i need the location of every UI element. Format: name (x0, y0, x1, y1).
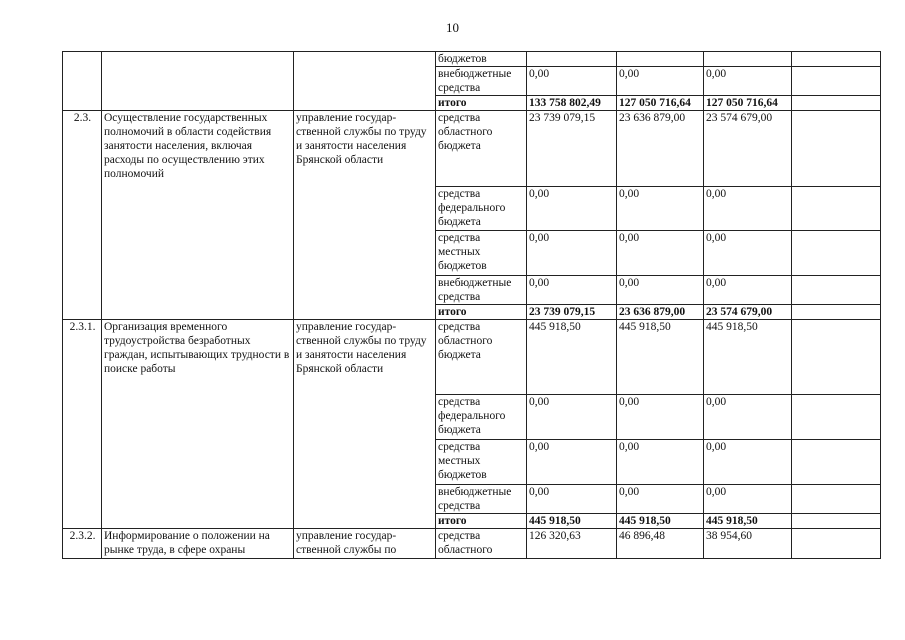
amount-year-2-cell: 0,00 (617, 231, 704, 276)
empty-cell (792, 96, 881, 111)
funding-source-cell: внебюджетные средства (436, 276, 527, 305)
table-row (63, 529, 881, 559)
amount-year-2-cell: 127 050 716,64 (617, 96, 704, 111)
amount-year-1-cell (527, 52, 617, 67)
item-number-cell (63, 52, 102, 111)
funding-source-cell: средства местных бюджетов (436, 231, 527, 276)
empty-cell (792, 485, 881, 514)
table-row (63, 52, 881, 67)
empty-cell (792, 514, 881, 529)
amount-year-3-cell: 23 574 679,00 (704, 111, 792, 187)
funding-source-cell: бюджетов (436, 52, 527, 67)
amount-year-3-cell: 0,00 (704, 485, 792, 514)
amount-year-2-cell: 0,00 (617, 187, 704, 231)
amount-year-2-cell (617, 52, 704, 67)
empty-cell (792, 111, 881, 187)
amount-year-3-cell: 0,00 (704, 231, 792, 276)
amount-year-3-cell: 23 574 679,00 (704, 305, 792, 320)
executor-cell: управление государ-ственной службы по (294, 529, 436, 559)
amount-year-3-cell: 0,00 (704, 67, 792, 96)
amount-year-2-cell: 0,00 (617, 276, 704, 305)
amount-year-3-cell: 0,00 (704, 187, 792, 231)
amount-year-1-cell: 0,00 (527, 440, 617, 485)
amount-year-2-cell: 23 636 879,00 (617, 305, 704, 320)
table-body (63, 52, 881, 559)
empty-cell (792, 395, 881, 440)
empty-cell (792, 67, 881, 96)
table-row (63, 320, 881, 395)
empty-cell (792, 529, 881, 559)
empty-cell (792, 305, 881, 320)
amount-year-2-cell: 0,00 (617, 485, 704, 514)
amount-year-3-cell: 0,00 (704, 440, 792, 485)
amount-year-2-cell: 445 918,50 (617, 514, 704, 529)
funding-source-cell: средства федерального бюджета (436, 395, 527, 440)
amount-year-3-cell: 445 918,50 (704, 514, 792, 529)
budget-table (62, 51, 881, 559)
amount-year-2-cell: 23 636 879,00 (617, 111, 704, 187)
empty-cell (792, 187, 881, 231)
total-label-cell: итого (436, 96, 527, 111)
item-number-cell: 2.3.2. (63, 529, 102, 559)
amount-year-1-cell: 0,00 (527, 485, 617, 514)
funding-source-cell: средства областного (436, 529, 527, 559)
funding-source-cell: средства местных бюджетов (436, 440, 527, 485)
executor-cell: управление государ-ственной службы по труду и занятости населения Брянской области (294, 111, 436, 320)
amount-year-2-cell: 445 918,50 (617, 320, 704, 395)
funding-source-cell: средства областного бюджета (436, 320, 527, 395)
amount-year-1-cell: 445 918,50 (527, 320, 617, 395)
item-number-cell: 2.3.1. (63, 320, 102, 529)
amount-year-3-cell: 0,00 (704, 276, 792, 305)
amount-year-1-cell: 23 739 079,15 (527, 111, 617, 187)
empty-cell (792, 231, 881, 276)
amount-year-1-cell: 133 758 802,49 (527, 96, 617, 111)
amount-year-1-cell: 0,00 (527, 67, 617, 96)
executor-cell: управление государ-ственной службы по труду и занятости населения Брянской области (294, 320, 436, 529)
empty-cell (792, 52, 881, 67)
amount-year-1-cell: 0,00 (527, 231, 617, 276)
amount-year-2-cell: 0,00 (617, 395, 704, 440)
amount-year-3-cell: 445 918,50 (704, 320, 792, 395)
funding-source-cell: средства областного бюджета (436, 111, 527, 187)
table-row (63, 111, 881, 187)
empty-cell (792, 440, 881, 485)
funding-source-cell: внебюджетные средства (436, 67, 527, 96)
amount-year-1-cell: 445 918,50 (527, 514, 617, 529)
amount-year-1-cell: 0,00 (527, 187, 617, 231)
amount-year-1-cell: 126 320,63 (527, 529, 617, 559)
funding-source-cell: средства федерального бюджета (436, 187, 527, 231)
item-number-cell: 2.3. (63, 111, 102, 320)
total-label-cell: итого (436, 514, 527, 529)
amount-year-2-cell: 0,00 (617, 67, 704, 96)
amount-year-1-cell: 23 739 079,15 (527, 305, 617, 320)
event-name-cell: Организация временного трудоустройства безработных граждан, испытывающих трудности в поиске работы (102, 320, 294, 529)
amount-year-1-cell: 0,00 (527, 276, 617, 305)
amount-year-2-cell: 46 896,48 (617, 529, 704, 559)
event-name-cell: Информирование о положении на рынке труда, в сфере охраны (102, 529, 294, 559)
amount-year-3-cell: 0,00 (704, 395, 792, 440)
page-number: 10 (446, 20, 459, 35)
empty-cell (792, 276, 881, 305)
amount-year-3-cell: 127 050 716,64 (704, 96, 792, 111)
event-name-cell: Осуществление государственных полномочий в области содействия занятости населения, включая расходы по осуществлению этих полномочий (102, 111, 294, 320)
amount-year-1-cell: 0,00 (527, 395, 617, 440)
amount-year-3-cell (704, 52, 792, 67)
event-name-cell (102, 52, 294, 111)
total-label-cell: итого (436, 305, 527, 320)
empty-cell (792, 320, 881, 395)
amount-year-3-cell: 38 954,60 (704, 529, 792, 559)
amount-year-2-cell: 0,00 (617, 440, 704, 485)
funding-source-cell: внебюджетные средства (436, 485, 527, 514)
executor-cell (294, 52, 436, 111)
